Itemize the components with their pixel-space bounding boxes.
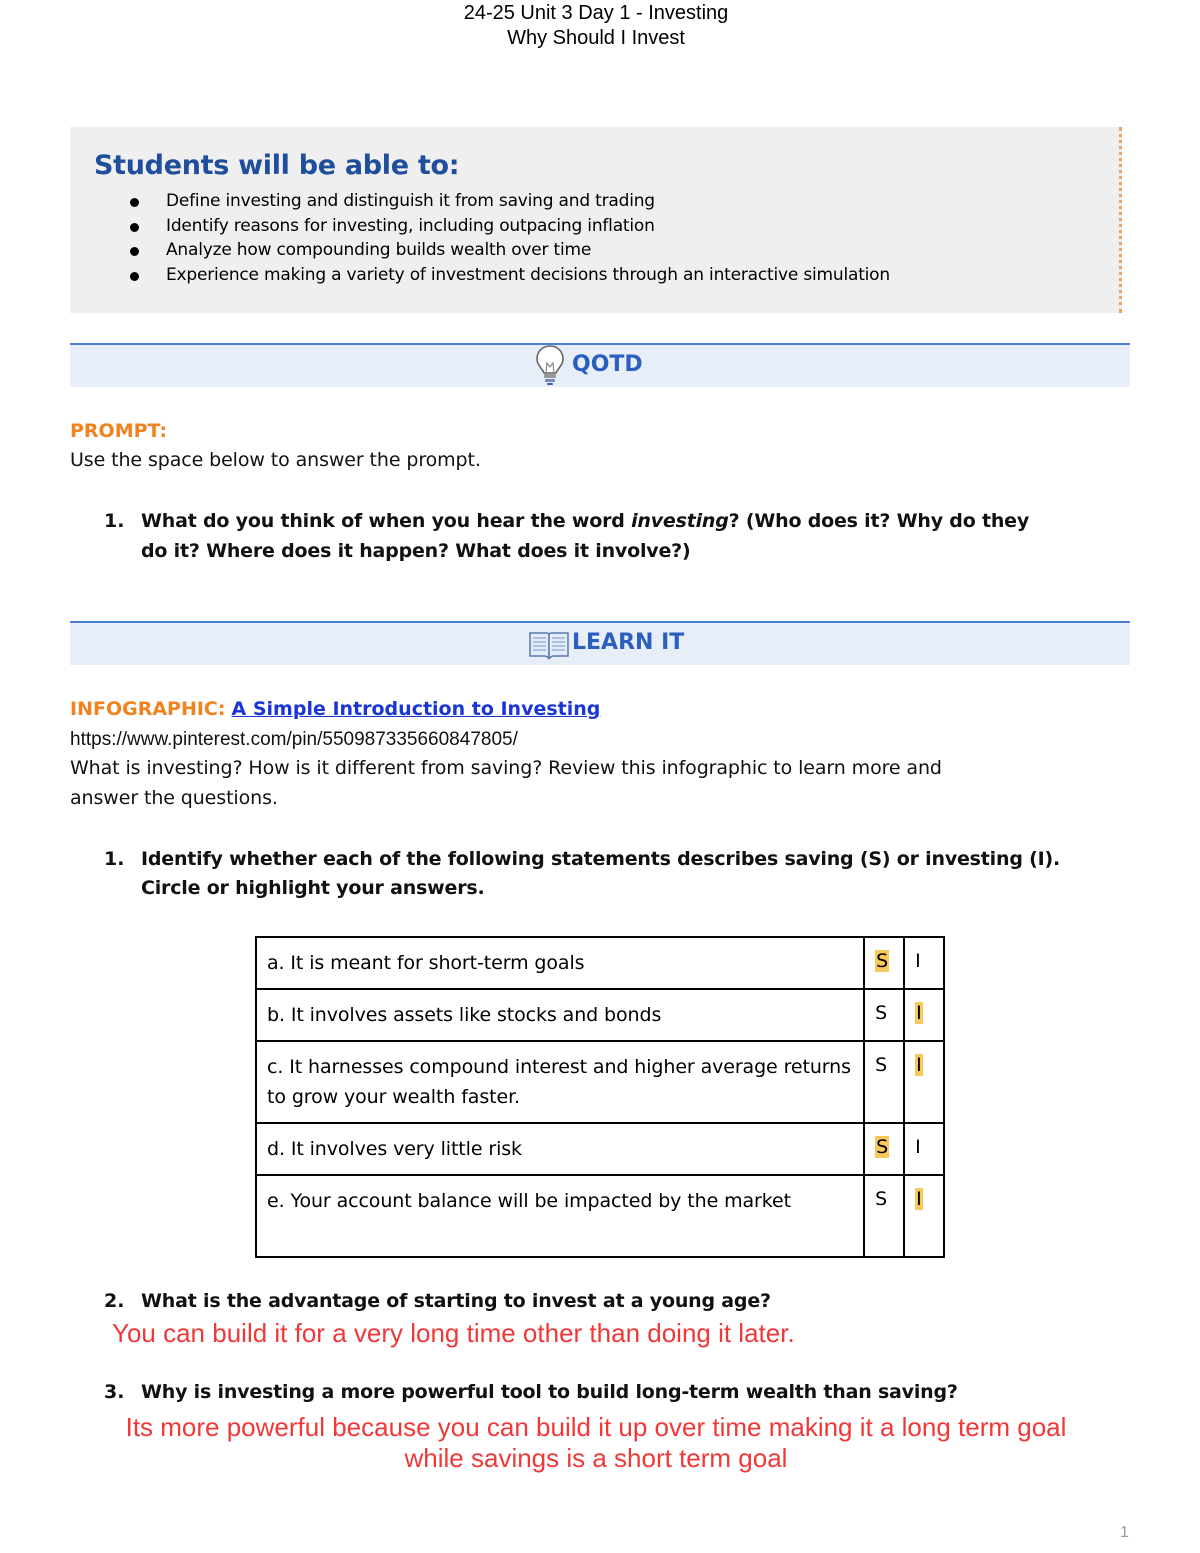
table-row <box>256 937 944 989</box>
table-row <box>256 1041 944 1123</box>
infographic-label: INFOGRAPHIC: <box>70 698 226 720</box>
learn-title: LEARN IT <box>572 630 685 655</box>
doc-subtitle: Why Should I Invest <box>507 27 685 49</box>
saving-investing-table <box>255 936 945 1258</box>
option-i[interactable]: I <box>904 1041 944 1123</box>
option-i[interactable]: I <box>904 1123 944 1175</box>
infographic-description-line2: answer the questions. <box>70 787 278 809</box>
wealth-answer: Its more powerful because you can build it up over time making it a long term goal <box>125 1412 1067 1442</box>
option-s[interactable]: S <box>864 937 904 989</box>
qotd-question: What do you think of when you hear the word investing? (Who does it? Why do they <box>141 510 1030 532</box>
option-s[interactable]: S <box>864 989 904 1041</box>
list-item: Identify reasons for investing, including outpacing inflation <box>94 214 890 239</box>
statement-cell: e. Your account balance will be impacted by the market <box>256 1175 864 1257</box>
sort-question-line2: Circle or highlight your answers. <box>141 877 485 899</box>
infographic-link[interactable]: A Simple Introduction to Investing <box>231 698 601 720</box>
qotd-title: QOTD <box>572 352 643 377</box>
prompt-text: Use the space below to answer the prompt. <box>70 449 481 471</box>
book-icon <box>528 629 570 661</box>
bullet-icon <box>130 223 139 232</box>
bullet-icon <box>130 198 139 207</box>
young-age-answer: You can build it for a very long time other than doing it later. <box>112 1318 795 1348</box>
lightbulb-icon <box>534 343 566 387</box>
bullet-icon <box>130 247 139 256</box>
option-i[interactable]: I <box>904 1175 944 1257</box>
question-number: 1. <box>104 510 125 532</box>
wealth-answer-line2: while savings is a short term goal <box>404 1443 788 1473</box>
infographic-description: What is investing? How is it different from saving? Review this infographic to learn more and <box>70 757 942 779</box>
statement-cell: b. It involves assets like stocks and bonds <box>256 989 864 1041</box>
option-i[interactable]: I <box>904 937 944 989</box>
option-i[interactable]: I <box>904 989 944 1041</box>
objectives-list <box>94 189 890 287</box>
option-s[interactable]: S <box>864 1175 904 1257</box>
page-number: 1 <box>1120 1524 1129 1541</box>
wealth-question: Why is investing a more powerful tool to build long-term wealth than saving? <box>141 1381 958 1403</box>
table-row <box>256 1175 944 1257</box>
statement-cell: c. It harnesses compound interest and higher average returns to grow your wealth faster. <box>256 1041 864 1123</box>
question-number: 2. <box>104 1290 125 1312</box>
option-s[interactable]: S <box>864 1123 904 1175</box>
doc-title: 24-25 Unit 3 Day 1 - Investing <box>463 2 729 24</box>
sort-question: Identify whether each of the following statements describes saving (S) or investing (I). <box>141 848 1060 870</box>
young-age-question: What is the advantage of starting to invest at a young age? <box>141 1290 771 1312</box>
statement-cell: d. It involves very little risk <box>256 1123 864 1175</box>
list-item: Define investing and distinguish it from saving and trading <box>94 189 890 214</box>
statement-cell: a. It is meant for short-term goals <box>256 937 864 989</box>
infographic-line <box>70 698 600 720</box>
qotd-question-line2: do it? Where does it happen? What does it involve?) <box>141 540 691 562</box>
infographic-url: https://www.pinterest.com/pin/550987335660847805/ <box>70 729 518 750</box>
objectives-title: Students will be able to: <box>94 150 460 181</box>
option-s[interactable]: S <box>864 1041 904 1123</box>
list-item: Experience making a variety of investment decisions through an interactive simulation <box>94 263 890 288</box>
list-item: Analyze how compounding builds wealth over time <box>94 238 890 263</box>
bullet-icon <box>130 272 139 281</box>
prompt-label: PROMPT: <box>70 420 168 442</box>
question-number: 3. <box>104 1381 125 1403</box>
table-row <box>256 1123 944 1175</box>
table-row <box>256 989 944 1041</box>
question-number: 1. <box>104 848 125 870</box>
